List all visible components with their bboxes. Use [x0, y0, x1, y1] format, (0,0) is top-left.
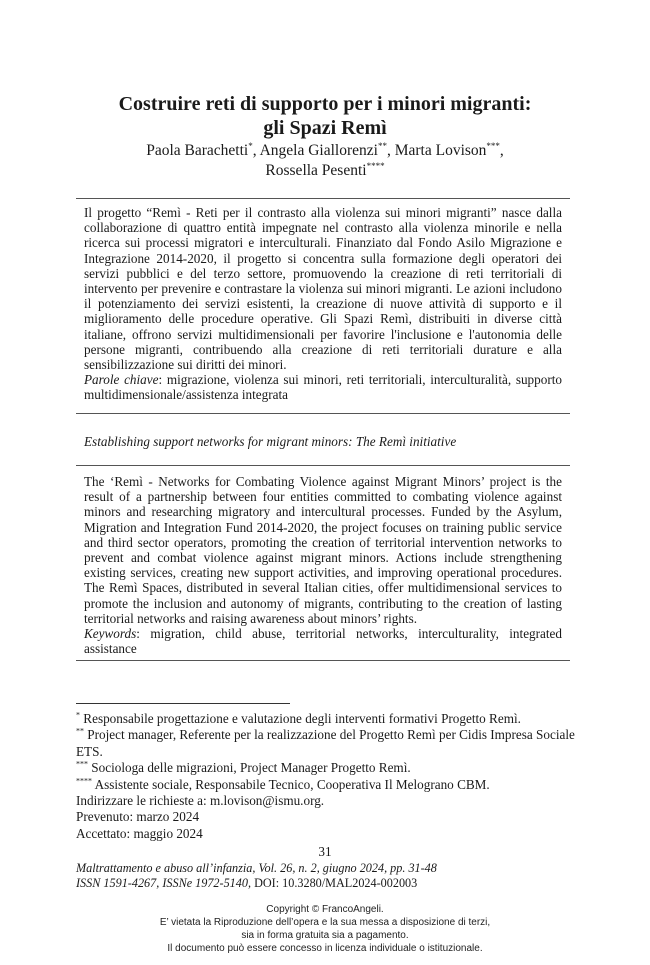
footnote-mark: ** [76, 727, 84, 737]
journal-doi: DOI: 10.3280/MAL2024-002003 [254, 875, 418, 890]
contact-line: Indirizzare le richieste a: m.lovison@ismu.org. [76, 793, 325, 809]
author-footnote-mark: ** [377, 140, 387, 151]
keywords-values: migrazione, violenza sui minori, reti territoriali, interculturalità, supporto multidimensionale/assistenza integrata [84, 372, 562, 403]
author-name: Paola Barachetti [146, 142, 249, 159]
copyright-notice [0, 903, 650, 955]
keywords-english: Keywords: migration, child abuse, territorial networks, interculturality, integrated assistance [84, 626, 562, 657]
footnote-separator [76, 703, 290, 704]
copyright-line-1: Copyright © FrancoAngeli. [266, 904, 384, 915]
footnote [76, 711, 576, 727]
keywords-values: migration, child abuse, territorial networks, interculturality, integrated assistance [84, 626, 562, 657]
english-abstract-bottom-rule [76, 660, 570, 661]
footnote-mark: *** [76, 759, 88, 769]
author-name: Marta Lovison [394, 142, 487, 159]
author-footnote-mark: *** [486, 140, 500, 151]
page-number: 31 [318, 844, 332, 859]
footnote-mark: **** [76, 776, 92, 786]
abstract-english [84, 474, 562, 656]
footnotes [76, 711, 576, 842]
author-list [60, 141, 590, 181]
footnote [76, 777, 576, 793]
journal-reference: Maltrattamento e abuso all’infanzia, Vol. 26, n. 2, giugno 2024, pp. 31-48 [76, 861, 437, 875]
abstract-italian-text: Il progetto “Remì - Reti per il contrasto alla violenza sui minori migranti” nasce dalla collaborazione di quattro entità impegnate nel contrasto alla violenza minorile e nella ricerca sui processi migratori e interculturali. Finanziato dal Fondo Asilo Migrazione e Integrazione 2014-2020, il progetto si concentra sulla formazione degli operatori dei servizi pubblici e del terzo settore, promuovendo la creazione di reti territoriali di intervento per prevenire e contrastare la violenza sui minori migranti. Le azioni includono il potenziamento dei servizi esistenti, la creazione di nuove attività di supporto e il miglioramento delle procedure operative. Gli Spazi Remì, distribuiti in diverse città italiane, offrono servizi multidimensionali per favorire l'inclusione e l'autonomia delle persone migranti, contribuendo alla creazione di reti territoriali durature e alla sensibilizzazione sui diritti dei minori. [84, 205, 562, 373]
abstract-italian [84, 205, 562, 403]
footnote-text: Assistente sociale, Responsabile Tecnico, Cooperativa Il Melograno CBM. [94, 776, 490, 792]
abstract-bottom-rule [76, 413, 570, 414]
copyright-line-3: sia in forma gratuita sia a pagamento. [241, 930, 409, 941]
authors-line-2 [60, 161, 590, 181]
title-line-2: gli Spazi Remì [263, 117, 387, 139]
journal-issn: ISSN 1591-4267, ISSNe 1972-5140, [76, 875, 252, 890]
author-name: Angela Giallorenzi [259, 142, 378, 159]
journal-citation [76, 861, 596, 890]
copyright-line-2: E’ vietata la Riproduzione dell’opera e la sua messa a disposizione di terzi, [159, 917, 491, 928]
abstract-top-rule [76, 198, 570, 199]
footnote-text: Sociologa delle migrazioni, Project Manager Progetto Remì. [91, 760, 411, 776]
author-footnote-mark: **** [366, 160, 385, 171]
footnote-mark: * [76, 710, 80, 720]
footnote-text: Project manager, Referente per la realizzazione del Progetto Remì per Cidis Impresa Sociale ETS. [76, 727, 575, 759]
received-date: Prevenuto: marzo 2024 [76, 809, 200, 825]
article-title [60, 92, 590, 140]
keywords-label: Parole chiave [84, 372, 159, 388]
title-line-1: Costruire reti di supporto per i minori migranti: [118, 93, 532, 115]
keywords-label: Keywords [84, 626, 137, 642]
keywords-italian: Parole chiave: migrazione, violenza sui minori, reti territoriali, interculturalità, supporto multidimensionale/assistenza integrata [84, 372, 562, 403]
english-abstract-top-rule [76, 465, 570, 466]
abstract-english-text: The ‘Remì - Networks for Combating Violence against Migrant Minors’ project is the result of a partnership between four entities committed to combating violence against minors and researching migratory and intercultural processes. Funded by the Asylum, Migration and Integration Fund 2014-2020, the project focuses on training public service and third sector operators, promoting the creation of territorial intervention networks to prevent and combat violence against migrant minors. Actions include strengthening existing services, creating new support activities, and improving operational procedures. The Remì Spaces, distributed in several Italian cities, offer multidimensional services to promote the inclusion and autonomy of migrants, contributing to the creation of lasting territorial networks and raising awareness about minors’ rights. [84, 474, 562, 626]
accepted-date: Accettato: maggio 2024 [76, 825, 203, 841]
footnote [76, 727, 576, 760]
english-title: Establishing support networks for migrant minors: The Remì initiative [84, 434, 457, 449]
authors-line-1: Paola Barachetti*, Angela Giallorenzi**, Marta Lovison***, [146, 140, 504, 159]
footnote-text: Responsabile progettazione e valutazione degli interventi formativi Progetto Remì. [83, 711, 521, 726]
footnote [76, 760, 576, 776]
author-name: Rossella Pesenti [265, 162, 367, 179]
copyright-line-4: Il documento può essere concesso in licenza individuale o istituzionale. [167, 943, 483, 954]
author-footnote-mark: * [248, 140, 253, 151]
